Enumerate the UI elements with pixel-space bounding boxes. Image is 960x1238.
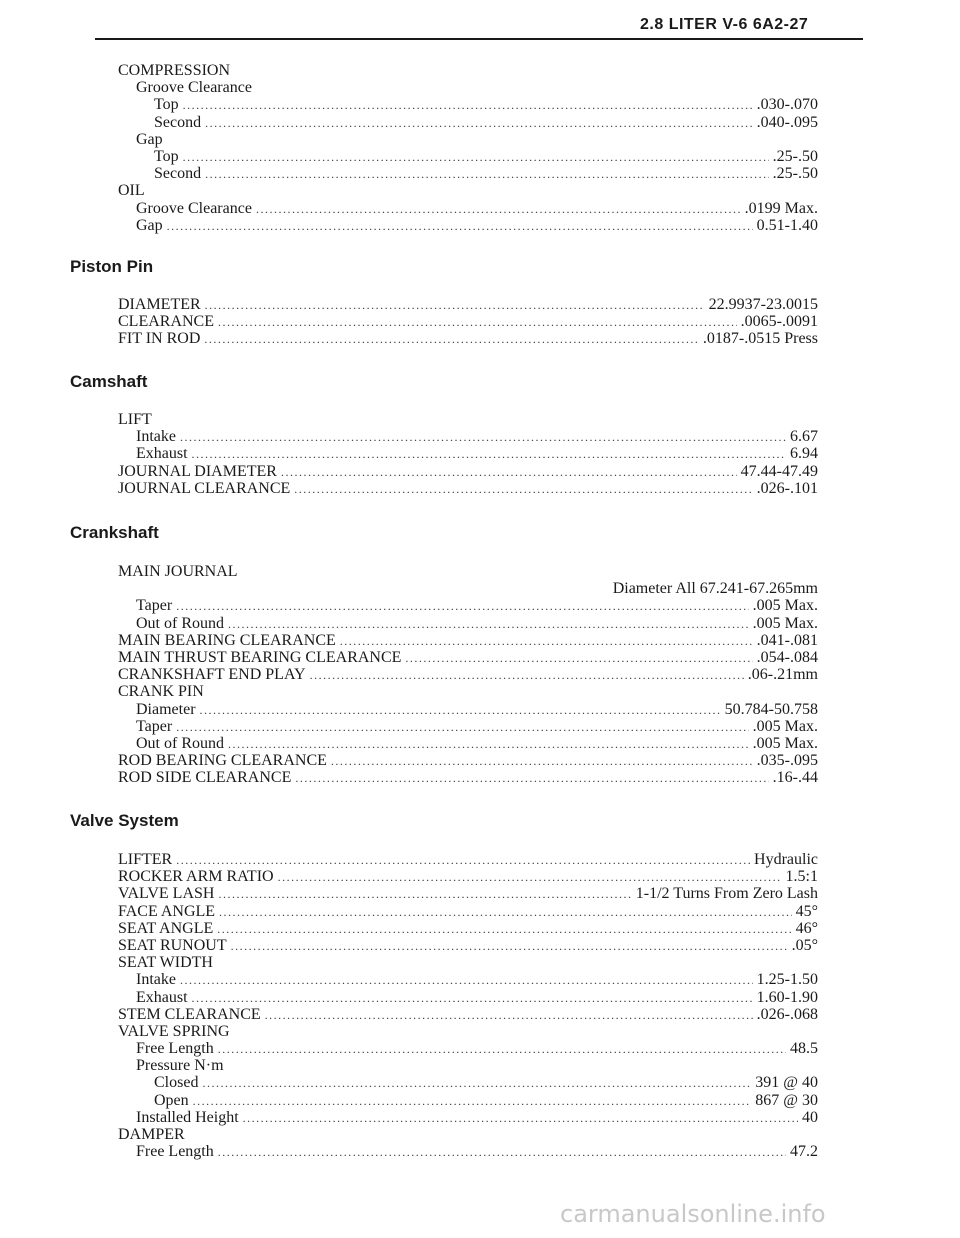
dot-leader (205, 166, 769, 183)
spec-label: Groove Clearance (136, 79, 252, 97)
spec-value: .005 Max. (752, 734, 818, 752)
dot-leader (218, 1041, 786, 1058)
spec-value: 22.9937-23.0015 (708, 296, 818, 313)
dot-leader (192, 446, 786, 463)
spec-value: .25-.50 (772, 165, 818, 183)
spec-value: .0065-.0091 (740, 313, 818, 331)
spec-value: Diameter All 67.241-67.265mm (612, 580, 818, 598)
spec-label: Second (154, 113, 202, 131)
spec-row (118, 217, 818, 234)
spec-value: 6.94 (790, 445, 818, 463)
spec-value: 48.5 (790, 1040, 818, 1058)
spec-row (118, 989, 818, 1006)
spec-row (118, 937, 818, 954)
spec-label: CLEARANCE (118, 313, 214, 331)
spec-label: DAMPER (118, 1126, 185, 1143)
spec-value: .25-.50 (772, 147, 818, 165)
spec-value: .026-.101 (756, 479, 818, 497)
dot-leader (205, 115, 753, 132)
dot-leader (256, 201, 741, 218)
spec-label: Out of Round (136, 734, 224, 752)
spec-value: 1.5:1 (785, 868, 818, 886)
compression-spec-list (118, 62, 818, 234)
spec-value: .035-.095 (756, 752, 818, 770)
section-title-crankshaft: Crankshaft (70, 523, 159, 542)
spec-label: Open (154, 1091, 189, 1109)
spec-label: OIL (118, 182, 145, 200)
dot-leader (281, 464, 737, 481)
section-title-valve-system: Valve System (70, 811, 179, 830)
spec-label: CRANK PIN (118, 683, 204, 701)
dot-leader (405, 650, 752, 667)
spec-value: 45° (795, 902, 818, 920)
spec-label: VALVE SPRING (118, 1022, 230, 1040)
spec-value: 40 (802, 1108, 818, 1126)
spec-value: .005 Max. (752, 597, 818, 615)
dot-leader (310, 667, 744, 684)
spec-row (118, 148, 818, 165)
spec-value: 1.60-1.90 (756, 988, 818, 1006)
dot-leader (331, 753, 753, 770)
spec-label: Intake (136, 428, 176, 446)
spec-value: 6.67 (790, 428, 818, 446)
watermark: carmanualsonline.info (560, 1200, 826, 1228)
spec-row (118, 752, 818, 769)
spec-label: Out of Round (136, 614, 224, 632)
spec-label: COMPRESSION (118, 62, 231, 79)
dot-leader (176, 852, 750, 869)
spec-label: Groove Clearance (136, 199, 252, 217)
spec-value: 391 @ 40 (755, 1074, 818, 1092)
spec-row (118, 411, 818, 428)
spec-label: DIAMETER (118, 296, 201, 313)
spec-row (118, 1057, 818, 1074)
dot-leader (192, 990, 753, 1007)
spec-value: .026-.068 (756, 1005, 818, 1023)
spec-value: .0199 Max. (744, 199, 818, 217)
spec-row (118, 330, 818, 347)
dot-leader (231, 938, 788, 955)
spec-value: .030-.070 (756, 96, 818, 114)
spec-value: .16-.44 (772, 769, 818, 787)
spec-value: 1.25-1.50 (756, 971, 818, 989)
dot-leader (265, 1007, 753, 1024)
dot-leader (183, 97, 753, 114)
spec-value: .005 Max. (752, 717, 818, 735)
dot-leader (205, 297, 705, 314)
spec-row (118, 954, 818, 971)
spec-label: MAIN JOURNAL (118, 563, 238, 580)
dot-leader (294, 481, 752, 498)
spec-label: Gap (136, 130, 163, 148)
spec-value: .005 Max. (752, 614, 818, 632)
spec-row (118, 920, 818, 937)
spec-label: Free Length (136, 1040, 214, 1058)
crankshaft-spec-list (118, 563, 818, 786)
dot-leader (176, 598, 748, 615)
spec-label: Second (154, 165, 202, 183)
spec-label: Exhaust (136, 988, 188, 1006)
spec-row (118, 463, 818, 480)
spec-value: 1-1/2 Turns From Zero Lash (635, 885, 818, 903)
spec-label: Free Length (136, 1143, 214, 1161)
spec-value: .040-.095 (756, 113, 818, 131)
spec-row (118, 480, 818, 497)
spec-value: .0187-.0515 Press (702, 330, 818, 348)
camshaft-spec-list (118, 411, 818, 497)
spec-value: .041-.081 (756, 631, 818, 649)
dot-leader (180, 429, 786, 446)
spec-row (118, 1143, 818, 1160)
header-rule (95, 38, 863, 40)
spec-row (118, 868, 818, 885)
spec-value: 867 @ 30 (755, 1091, 818, 1109)
section-title-camshaft: Camshaft (70, 372, 148, 391)
spec-row (118, 735, 818, 752)
dot-leader (167, 218, 753, 235)
spec-value: 47.44-47.49 (740, 462, 818, 480)
spec-row (118, 851, 818, 868)
spec-row (118, 701, 818, 718)
spec-label: Pressure N·m (136, 1057, 224, 1075)
spec-label: STEM CLEARANCE (118, 1005, 261, 1023)
spec-row (118, 182, 818, 199)
spec-label: Gap (136, 216, 163, 234)
spec-row (118, 769, 818, 786)
spec-label: ROD SIDE CLEARANCE (118, 769, 292, 787)
spec-label: FACE ANGLE (118, 902, 216, 920)
spec-row (118, 79, 818, 96)
spec-value: Hydraulic (754, 851, 818, 868)
spec-row (118, 1023, 818, 1040)
dot-leader (218, 314, 737, 331)
dot-leader (218, 886, 631, 903)
spec-row (118, 1074, 818, 1091)
spec-label: ROD BEARING CLEARANCE (118, 752, 327, 770)
spec-label: Taper (136, 717, 173, 735)
spec-label: ROCKER ARM RATIO (118, 868, 274, 886)
spec-row (118, 445, 818, 462)
spec-label: SEAT RUNOUT (118, 936, 227, 954)
spec-label: MAIN THRUST BEARING CLEARANCE (118, 648, 402, 666)
dot-leader (278, 869, 782, 886)
spec-row (118, 114, 818, 131)
spec-label: VALVE LASH (118, 885, 215, 903)
spec-row (118, 1006, 818, 1023)
spec-label: LIFTER (118, 851, 173, 868)
spec-row (118, 971, 818, 988)
spec-row (118, 563, 818, 580)
spec-row (118, 615, 818, 632)
dot-leader (340, 633, 753, 650)
piston-pin-spec-list (118, 296, 818, 348)
spec-row (118, 1092, 818, 1109)
spec-value: 0.51-1.40 (756, 216, 818, 234)
spec-label: FIT IN ROD (118, 330, 201, 348)
spec-row (118, 885, 818, 902)
page-header: 2.8 LITER V-6 6A2-27 (640, 16, 809, 33)
spec-row (118, 62, 818, 79)
spec-label: SEAT WIDTH (118, 954, 213, 972)
spec-label: Taper (136, 597, 173, 615)
spec-row (118, 718, 818, 735)
dot-leader (183, 149, 769, 166)
spec-label: LIFT (118, 411, 152, 428)
spec-label: Installed Height (136, 1108, 239, 1126)
spec-label: Top (154, 96, 179, 114)
spec-row (118, 597, 818, 614)
spec-row (118, 683, 818, 700)
dot-leader (193, 1093, 752, 1110)
spec-label: Exhaust (136, 445, 188, 463)
spec-label: Closed (154, 1074, 199, 1092)
spec-row (118, 1040, 818, 1057)
spec-row (118, 1109, 818, 1126)
spec-row (118, 96, 818, 113)
spec-value: 47.2 (790, 1143, 818, 1161)
spec-value: .05° (791, 936, 818, 954)
dot-leader (200, 702, 721, 719)
spec-row (118, 165, 818, 182)
dot-leader (217, 921, 791, 938)
dot-leader (219, 904, 792, 921)
spec-value: .054-.084 (756, 648, 818, 666)
spec-row (118, 296, 818, 313)
spec-row (118, 632, 818, 649)
dot-leader (176, 719, 748, 736)
section-title-piston-pin: Piston Pin (70, 257, 154, 276)
spec-value: 46° (795, 919, 818, 937)
dot-leader (180, 972, 753, 989)
dot-leader (295, 770, 768, 787)
spec-label: Diameter (136, 700, 196, 718)
spec-label: SEAT ANGLE (118, 919, 214, 937)
spec-row (118, 131, 818, 148)
spec-label: Intake (136, 971, 176, 989)
spec-label: CRANKSHAFT END PLAY (118, 666, 306, 684)
spec-label: JOURNAL CLEARANCE (118, 479, 291, 497)
spec-row (118, 313, 818, 330)
spec-label: JOURNAL DIAMETER (118, 462, 277, 480)
dot-leader (204, 331, 699, 348)
dot-leader (228, 736, 749, 753)
spec-row (118, 666, 818, 683)
spec-row (118, 428, 818, 445)
spec-row (118, 903, 818, 920)
spec-row (118, 1126, 818, 1143)
spec-row (118, 200, 818, 217)
spec-label: MAIN BEARING CLEARANCE (118, 631, 336, 649)
spec-row (118, 649, 818, 666)
dot-leader (243, 1110, 798, 1127)
dot-leader (202, 1075, 751, 1092)
dot-leader (228, 616, 749, 633)
dot-leader (218, 1144, 786, 1161)
valve-system-spec-list (118, 851, 818, 1160)
spec-label: Top (154, 147, 179, 165)
spec-value: .06-.21mm (747, 666, 818, 684)
spec-value: 50.784-50.758 (724, 700, 818, 718)
